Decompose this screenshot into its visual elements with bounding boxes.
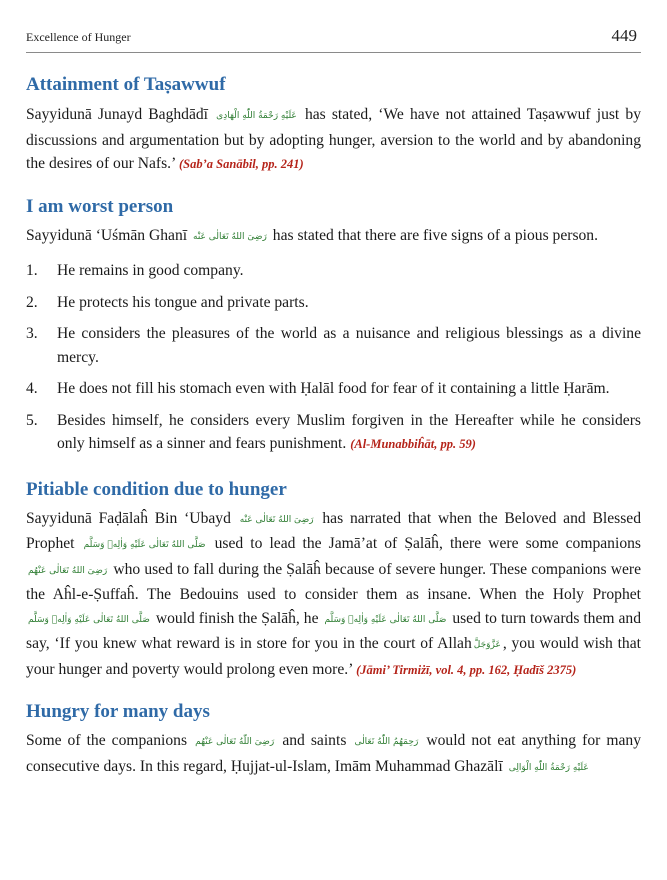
arabic-honorific: رَضِىَ اللّٰهُ تَعَالٰى عَنْهُم [195, 737, 275, 747]
text: and saints [282, 732, 347, 749]
running-title: Excellence of Hunger [26, 30, 131, 44]
list-item [26, 291, 641, 315]
list-text: He considers the pleasures of the world as a nuisance and religious blessings as a divine mercy. [57, 325, 641, 366]
list-text: He does not fill his stomach even with Ḥalāl food for fear of it containing a little Ḥarām. [57, 380, 610, 397]
list-item [26, 259, 641, 283]
section-heading-pitiable-condition: Pitiable condition due to hunger [26, 478, 287, 500]
paragraph-attainment [26, 103, 641, 177]
header-rule [26, 52, 641, 53]
list-item [26, 377, 641, 401]
arabic-honorific: عَلَيْهِ رَحْمَةُ اللّٰهِ الْوَالِى [508, 762, 589, 773]
list-item [26, 322, 641, 369]
arabic-honorific: رَحِمَهُمُ اللّٰهُ تَعَالٰى [354, 737, 419, 747]
list-number: 3. [26, 325, 38, 342]
arabic-honorific: صَلَّى اللهُ تَعَالٰى عَلَيْهِ وَاٰلِهٖ وَسَلَّم [28, 614, 150, 625]
paragraph-hungry-many-days [26, 729, 641, 780]
list-number: 1. [26, 262, 38, 279]
section-heading-worst-person: I am worst person [26, 195, 174, 217]
arabic-honorific: صَلَّى اللهُ تَعَالٰى عَلَيْهِ وَاٰلِهٖ وَسَلَّم [83, 540, 206, 550]
arabic-honorific: رَضِىَ اللهُ تَعَالٰى عَنْهُم [28, 565, 108, 576]
text: Sayyidunā Junayd Baghdādī [26, 106, 209, 123]
list-number: 4. [26, 380, 38, 397]
reference: (Sab’a Sanābil, pp. 241) [179, 157, 304, 171]
page-body [26, 72, 641, 780]
text: Besides himself, he considers every Muslim forgiven in the Hereafter while he considers only himself as a sinner and fears punishment. [57, 411, 641, 452]
list-number: 2. [26, 293, 38, 311]
reference: (Al-Munabbiĥāt, pp. 59) [350, 437, 476, 451]
list-item [26, 409, 641, 457]
signs-list [26, 259, 641, 457]
paragraph-signs-intro [26, 224, 641, 250]
text: who used to fall during the Ṣalāĥ because of severe hunger. These companions were the Aĥl-e-Ṣuffaĥ. The Bedouins used to consider them as insane. When the Holy Prophet [26, 560, 641, 603]
arabic-honorific: عَلَيْهِ رَحْمَةُ اللّٰهِ الْهَادِى [216, 111, 297, 121]
text: has stated, ‘We have not attained Taṣawwuf just by discussions and argumentation but by adopting hunger, aversion to the world and by abandoning the desires of our Nafs.’ [26, 106, 641, 172]
text: would not eat anything for many consecutive days. In this regard, Ḥujjat-ul-Islam, Imām Muhammad Ghazālī [26, 732, 642, 775]
list-text: He protects his tongue and private parts. [57, 293, 309, 311]
text: Sayyidunā Faḍālaĥ Bin ‘Ubayd [26, 509, 231, 527]
text: used to lead the Jamā’at of Ṣalāĥ, there were some companions [214, 535, 641, 552]
arabic-honorific: رَضِىَ اللهُ تَعَالٰی عَنْه [239, 514, 314, 525]
arabic-honorific: رَضِىَ اللهُ تَعَالٰی عَنْه [193, 231, 267, 242]
text: has narrated that when the Beloved and Blessed Prophet [26, 509, 641, 552]
text: used to turn towards them and say, ‘If you knew what reward is in store for you in the court of Allah [26, 609, 642, 652]
section-heading-hungry-many-days: Hungry for many days [26, 701, 210, 722]
section-heading-attainment: Attainment of Taṣawwuf [26, 74, 226, 95]
text: has stated that there are five signs of a pious person. [272, 226, 599, 244]
list-number: 5. [26, 411, 38, 429]
list-text [57, 409, 641, 457]
arabic-honorific: عَزَّوَجَلَّ [473, 640, 501, 650]
paragraph-pitiable-condition [26, 507, 641, 683]
text: , you would wish that your hunger and poverty would prolong even more.’ [26, 635, 641, 678]
text: Some of the companions [26, 732, 188, 749]
reference: (Jāmi’ Tirmiżī, vol. 4, pp. 162, Ḥadīš 2375) [356, 662, 577, 677]
page-number: 449 [611, 26, 637, 45]
list-text: He remains in good company. [57, 262, 244, 279]
arabic-honorific: صَلَّى اللهُ تَعَالٰى عَلَيْهِ وَاٰلِهٖ وَسَلَّم [324, 614, 447, 625]
text: would finish the Ṣalāĥ, he [155, 609, 319, 627]
text: Sayyidunā ‘Uśmān Ghanī [26, 226, 188, 244]
